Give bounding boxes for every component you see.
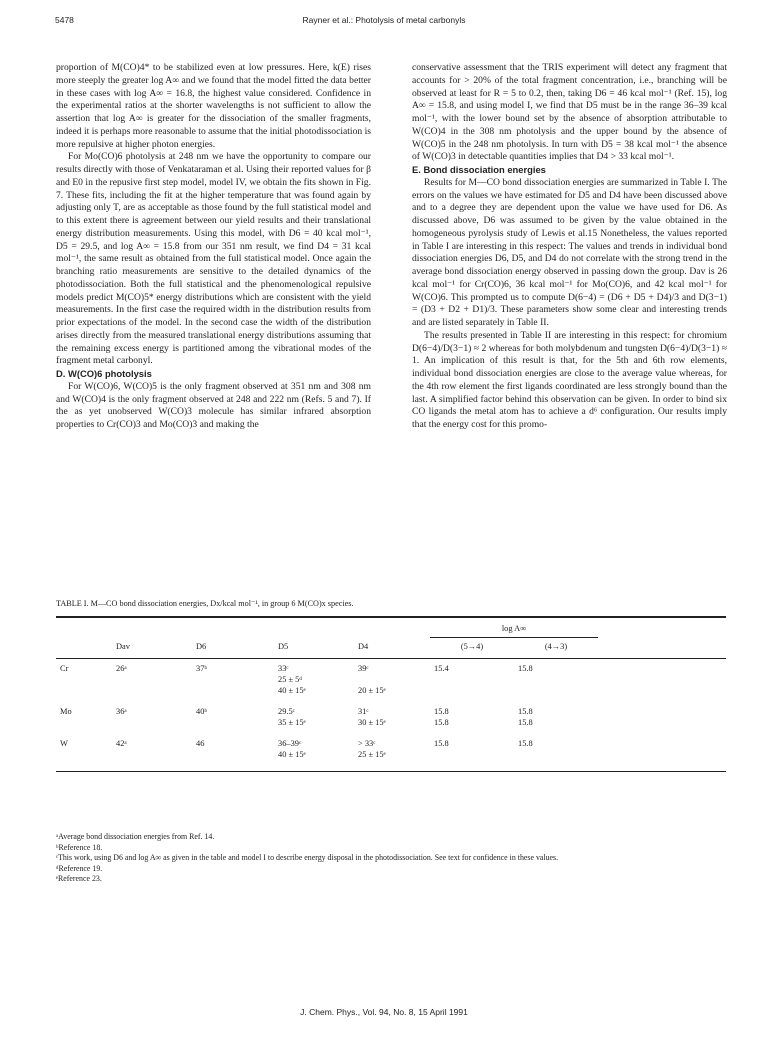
table-cell: 30 ± 15ᵉ bbox=[358, 717, 386, 727]
table-row bbox=[56, 707, 726, 718]
table-cell: 15.8 bbox=[518, 663, 533, 673]
table-cell: 15.8 bbox=[434, 706, 449, 716]
table-cell: 15.8 bbox=[518, 717, 533, 727]
footnote-e: ᵉReference 23. bbox=[56, 874, 102, 883]
log-a-header: log A∞ bbox=[430, 624, 598, 638]
page-number: 5478 bbox=[55, 15, 74, 25]
table-row bbox=[56, 750, 726, 772]
footnote-b: ᵇReference 18. bbox=[56, 842, 103, 852]
table-header-row bbox=[56, 638, 726, 659]
section-heading-e: E. Bond dissociation energies bbox=[412, 164, 546, 175]
table-footnotes bbox=[56, 832, 716, 885]
table-cell: 15.8 bbox=[434, 738, 449, 748]
table-row bbox=[56, 718, 726, 729]
footnote-d: ᵈReference 19. bbox=[56, 863, 103, 873]
table-row bbox=[56, 739, 726, 750]
table-cell: 40 ± 15ᵉ bbox=[274, 750, 354, 772]
right-paragraph-2: Results for M—CO bond dissociation energies are summarized in Table I. The errors on the values we have estimated for D5 and D4 have been discussed above and to a degree they are dependent upon the value we have used for D6. As discussed above, D6 was assumed to be given by the value obtained in the homogeneous pyrolysis study of Lewis et al.15 Nonetheless, the values reported in Table I are interesting in this respect: The values and trends in individual bond dissociation energies D6, D5, and D4 do not correlate with the strong trend in the average bond dissociation energy observed in passing down the group. Dav is 26 kcal mol⁻¹ for Cr(CO)6, 36 kcal mol⁻¹ for Mo(CO)6, and 42 kcal mol⁻¹ for W(CO)6. This prompted us to compute D(6−4) = (D6 + D5 + D4)/3 and D(3−1) = (D3 + D2 + D1)/3. These parameters show some clear and interesting trends and are listed separately in Table II. bbox=[412, 176, 727, 328]
metal-cell: Mo bbox=[60, 706, 72, 716]
table-cell: 15.8 bbox=[518, 706, 533, 716]
table-cell: 40 ± 15ᵉ bbox=[278, 685, 306, 695]
table-cell: 26ᵃ bbox=[116, 663, 127, 673]
table-cell: 15.4 bbox=[434, 663, 449, 673]
table-cell: 42ᵃ bbox=[116, 738, 127, 748]
table-cell: 15.8 bbox=[434, 717, 449, 727]
table-cell: 25 ± 5ᵈ bbox=[278, 674, 302, 684]
metal-cell: W bbox=[60, 738, 68, 748]
right-paragraph-1: conservative assessment that the TRIS experiment will detect any fragment that accounts for > 20% of the total fragment concentration, i.e., branching will be observed at least for R = 5 to 0.2, then, taking D6 = 46 kcal mol⁻¹ (Ref. 15), log A∞ = 15.8, and using model I, we find that D5 must be in the range 36–39 kcal mol⁻¹, with the lower bound set by the absence of absorption attributable to W(CO)4 in the 308 nm photolysis and the upper bound by the absence of W(CO)5 in the 248 nm photolysis. In turn with D5 = 38 kcal mol⁻¹ the absence of W(CO)3 in detectable quantities implies that D4 > 33 kcal mol⁻¹. bbox=[412, 62, 727, 163]
table-cell: 35 ± 15ᵉ bbox=[278, 717, 306, 727]
table-cell: 20 ± 15ᵉ bbox=[358, 685, 386, 695]
table-row bbox=[56, 686, 726, 697]
table-cell: 15.8 bbox=[518, 738, 533, 748]
journal-footer: J. Chem. Phys., Vol. 94, No. 8, 15 April 1991 bbox=[300, 1007, 468, 1017]
left-paragraph-3: For W(CO)6, W(CO)5 is the only fragment observed at 351 nm and 308 nm and W(CO)4 is the only fragment observed at 248 and 222 nm (Refs. 5 and 7). If the as yet unobserved W(CO)3 molecule has similar infrared absorption properties to Cr(CO)3 and Mo(CO)3 and making the bbox=[56, 380, 371, 430]
left-paragraph-1: proportion of M(CO)4* to be stabilized even at low pressures. Here, k(E) rises more steeply the greater log A∞ and we found that the model fitted the data better in these cases with log A∞ = 16.8, the highest value considered. Confidence in the experimental ratios at the shorter wavelengths is not sufficient to allow the assertion that log A∞ is greater for the dissociation of the smaller fragments, indeed it is perhaps more reasonable to assume that the initial photodissociation is more repulsive at higher photon energies. bbox=[56, 62, 371, 150]
header-d4: D4 bbox=[354, 638, 430, 659]
right-column bbox=[412, 62, 727, 432]
table-cell: 37ᵇ bbox=[196, 663, 207, 673]
metal-cell: Cr bbox=[60, 663, 69, 673]
table-cell: 29.5ᶜ bbox=[278, 706, 295, 716]
table-cell: 25 ± 15ᵉ bbox=[354, 750, 430, 772]
table-cell: 36–39ᶜ bbox=[278, 738, 302, 748]
table-cell: 39ᶜ bbox=[358, 663, 369, 673]
right-paragraph-3: The results presented in Table II are interesting in this respect: for chromium D(6−4)/D(3−1) ≈ 2 whereas for both molybdenum and tungsten D(6−4)/D(3−1) ≈ 1. An implication of this result is that, for the 5th and 6th row elements, individual bond dissociation energies are close to the average value whereas, for the 4th row element the first ligands coordinated are less strongly bound than the last. A simplified factor behind this observation can be given. In order to bind six CO ligands the metal atom has to achieve a d⁶ configuration. Our results imply that the energy cost for this promo- bbox=[412, 329, 727, 430]
table-cell: 33ᶜ bbox=[278, 663, 289, 673]
table-row bbox=[56, 675, 726, 686]
table-caption: TABLE I. M—CO bond dissociation energies, Dx/kcal mol⁻¹, in group 6 M(CO)x species. bbox=[56, 599, 354, 608]
header-dav: Dav bbox=[112, 638, 192, 659]
bond-energy-table bbox=[56, 616, 726, 772]
table-cell: > 33ᶜ bbox=[358, 738, 376, 748]
footnote-c: ᶜThis work, using D6 and log A∞ as given in the table and model I to describe energy disposal in the photodissociation. See text for confidence in these values. bbox=[56, 853, 559, 862]
header-d6: D6 bbox=[192, 638, 274, 659]
table-cell: 31ᶜ bbox=[358, 706, 369, 716]
header-4-3: (4→3) bbox=[514, 638, 598, 659]
running-head: Rayner et al.: Photolysis of metal carbonyls bbox=[302, 15, 466, 25]
table-cell: 40ᵇ bbox=[196, 706, 207, 716]
left-paragraph-2: For Mo(CO)6 photolysis at 248 nm we have the opportunity to compare our results directly with those of Venkataraman et al. Using their reported values for β and E0 in the repusive first step model, model IV, we obtain the fits shown in Fig. 7. These fits, including the fit at the higher temperature that was found again by adjusting only T, are as acceptable as those found by the full statistical model and to this extent there is agreement between our yield results and their translational energy distribution measurements. Using this model, with D6 = 40 kcal mol⁻¹, D5 = 29.5, and log A∞ = 15.8 from our 351 nm result, we find D4 = 31 kcal mol⁻¹, the same result as obtained from the full statistical model. Once again the branching ratio measurements are sensitive to the detailed dynamics of the photodissociation. Both the full statistical and the phenomenological repulsive models predict M(CO)5* energy distributions which are consistent with the yield measurements. In the first case the required width in the distribution results from prior expectations of the model. In the second case the width of the distribution arises directly from the measured translational energy distributions assuming that the remaining excess energy is partitioned among the vibrational modes of the fragment metal carbonyl. bbox=[56, 151, 371, 367]
header-d5: D5 bbox=[274, 638, 354, 659]
table-row bbox=[56, 664, 726, 675]
left-column bbox=[56, 62, 371, 432]
table-cell: 46 bbox=[196, 738, 205, 748]
section-heading-d: D. W(CO)6 photolysis bbox=[56, 368, 152, 379]
footnote-a: ᵃAverage bond dissociation energies from Ref. 14. bbox=[56, 832, 215, 841]
table-cell: 36ᵃ bbox=[116, 706, 127, 716]
header-5-4: (5→4) bbox=[430, 638, 514, 659]
